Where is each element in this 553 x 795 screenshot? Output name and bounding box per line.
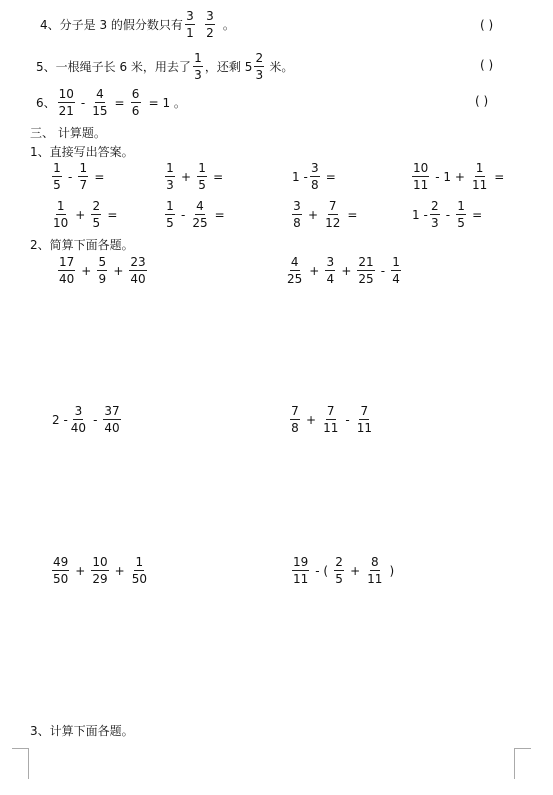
fraction: $\frac{1}{10}$ — [53, 199, 69, 230]
simplify-4: $\frac{7}{8}$ + $\frac{7}{11}$ - $\frac{7}{11}$ — [291, 404, 372, 435]
fraction: $\frac{3}{8}$ — [310, 161, 319, 192]
fraction: $\frac{1}{50}$ — [131, 555, 147, 586]
fraction: $\frac{1}{7}$ — [79, 161, 88, 192]
fraction: $\frac{5}{9}$ — [98, 255, 107, 286]
fraction: $\frac{10}{21}$ — [58, 87, 74, 118]
crop-mark-bottom-right — [514, 748, 531, 779]
fraction: $\frac{2}{3}$ — [255, 51, 264, 82]
judge-4-text: 4、分子是 3 的假分数只有 — [40, 18, 183, 32]
judge-item-5: 5、一根绳子长 6 米，用去了 $\frac{1}{3}$ ，还剩 5 $\frac{2}{3}$ 米。 — [36, 51, 294, 82]
fraction: $\frac{3}{2}$ — [206, 9, 214, 40]
fraction: $\frac{2}{3}$ — [430, 199, 439, 230]
fraction: $\frac{8}{11}$ — [367, 555, 383, 586]
fraction: $\frac{3}{1}$ — [186, 9, 194, 40]
simplify-5: $\frac{49}{50}$ + $\frac{10}{29}$ + $\frac{1}{50}$ — [53, 555, 147, 586]
fraction: $\frac{3}{8}$ — [293, 199, 301, 230]
answer-paren-4[interactable]: ( ) — [480, 18, 494, 32]
fraction: $\frac{1}{11}$ — [471, 161, 488, 192]
fraction: $\frac{1}{5}$ — [166, 199, 174, 230]
fraction: $\frac{23}{40}$ — [130, 255, 146, 286]
judge-5-text: 5、一根绳子长 6 米，用去了 — [36, 60, 191, 74]
fraction: $\frac{1}{5}$ — [53, 161, 61, 192]
simplify-6: $\frac{19}{11}$ - ( $\frac{2}{5}$ + $\frac{8}{11}$ ) — [293, 555, 395, 586]
simplify-2: $\frac{4}{25}$ + $\frac{3}{4}$ + $\frac{21}{25}$ - $\frac{1}{4}$ — [287, 255, 400, 286]
direct-1-4: $\frac{10}{11}$ - 1 + $\frac{1}{11}$ = — [413, 161, 505, 192]
simplify-3: 2 - $\frac{3}{40}$ - $\frac{37}{40}$ — [52, 404, 120, 435]
fraction: $\frac{3}{40}$ — [70, 404, 87, 435]
direct-2-3: $\frac{3}{8}$ + $\frac{7}{12}$ = — [293, 199, 358, 230]
fraction: $\frac{10}{29}$ — [92, 555, 108, 586]
fraction: $\frac{4}{15}$ — [92, 87, 108, 118]
fraction: $\frac{2}{5}$ — [335, 555, 343, 586]
fraction: $\frac{7}{11}$ — [323, 404, 339, 435]
direct-1-3: 1 - $\frac{3}{8}$ = — [292, 161, 336, 192]
direct-2-1: $\frac{1}{10}$ + $\frac{2}{5}$ = — [53, 199, 118, 230]
fraction: $\frac{6}{6}$ — [131, 87, 140, 118]
fraction: $\frac{4}{25}$ — [287, 255, 303, 286]
fraction: $\frac{7}{8}$ — [291, 404, 299, 435]
simplify-1: $\frac{17}{40}$ + $\frac{5}{9}$ + $\frac{23}{40}$ — [59, 255, 146, 286]
fraction: $\frac{1}{4}$ — [392, 255, 400, 286]
direct-1-2: $\frac{1}{3}$ + $\frac{1}{5}$ = — [166, 161, 224, 192]
section-title-calc: 三、 计算题。 — [30, 126, 106, 140]
direct-2-2: $\frac{1}{5}$ - $\frac{4}{25}$ = — [166, 199, 225, 230]
crop-mark-bottom-left — [12, 748, 29, 779]
fraction: $\frac{4}{25}$ — [192, 199, 208, 230]
direct-1-1: $\frac{1}{5}$ - $\frac{1}{7}$ = — [53, 161, 105, 192]
judge-item-4: 4、分子是 3 的假分数只有 $\frac{3}{1}$ $\frac{3}{2}$ 。 — [40, 9, 235, 40]
judge-item-6: 6、 $\frac{10}{21}$ - $\frac{4}{15}$ = $\frac{6}{6}$ = 1 。 — [36, 87, 186, 118]
fraction: $\frac{7}{11}$ — [356, 404, 372, 435]
fraction: $\frac{17}{40}$ — [59, 255, 75, 286]
question-direct-title: 1、直接写出答案。 — [30, 145, 134, 159]
fraction: $\frac{1}{3}$ — [166, 161, 174, 192]
fraction: $\frac{21}{25}$ — [358, 255, 374, 286]
fraction: $\frac{3}{4}$ — [326, 255, 335, 286]
answer-paren-6[interactable]: ( ) — [475, 94, 489, 108]
fraction: $\frac{49}{50}$ — [53, 555, 69, 586]
fraction: $\frac{7}{12}$ — [325, 199, 341, 230]
answer-paren-5[interactable]: ( ) — [480, 58, 494, 72]
fraction: $\frac{1}{5}$ — [198, 161, 206, 192]
fraction: $\frac{1}{3}$ — [194, 51, 202, 82]
question-simplify-title: 2、简算下面各题。 — [30, 238, 134, 252]
fraction: $\frac{10}{11}$ — [413, 161, 429, 192]
question-calc-title: 3、计算下面各题。 — [30, 724, 134, 738]
direct-2-4: 1 - $\frac{2}{3}$ - $\frac{1}{5}$ = — [412, 199, 483, 230]
fraction: $\frac{37}{40}$ — [104, 404, 120, 435]
fraction: $\frac{2}{5}$ — [92, 199, 101, 230]
fraction: $\frac{19}{11}$ — [293, 555, 309, 586]
fraction: $\frac{1}{5}$ — [457, 199, 465, 230]
